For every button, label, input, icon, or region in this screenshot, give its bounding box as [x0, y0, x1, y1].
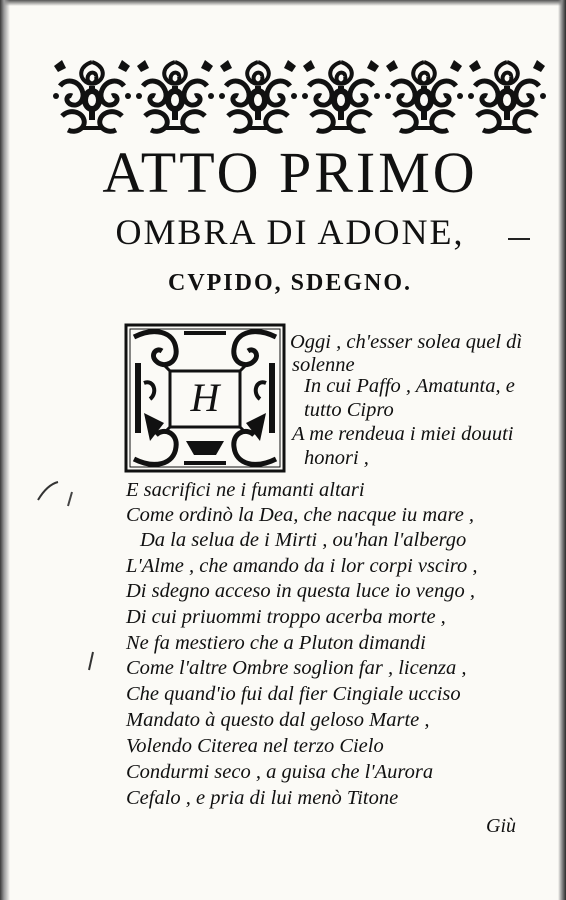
- verse-line: solenne: [292, 354, 355, 376]
- verse-line: Volendo Citerea nel terzo Cielo: [126, 735, 384, 757]
- catchword: Giù: [486, 815, 516, 837]
- verse-line: Di sdegno acceso in questa luce io vengo ,: [126, 580, 475, 602]
- verse-line: Condurmi seco , a guisa che l'Aurora: [126, 761, 434, 783]
- verse-line: A me rendeua i miei douuti: [292, 423, 514, 445]
- act-title: ATTO PRIMO: [102, 140, 478, 205]
- verse-line: Che quand'io fui dal fier Cingiale ucciso: [126, 683, 461, 705]
- verse-line: L'Alme , che amando da i lor corpi vsciro ,: [126, 555, 478, 577]
- verse-line: Come ordinò la Dea, che nacque iu mare ,: [126, 504, 475, 526]
- verse-line: In cui Paffo , Amatunta, e: [304, 375, 515, 397]
- page-edge-shadow: [0, 0, 10, 900]
- scene-heading: OMBRA DI ADONE,: [115, 212, 465, 252]
- rule-mark: [508, 238, 530, 240]
- page-edge-shadow: [558, 0, 566, 900]
- verse-line: Da la selua de i Mirti , ou'han l'albergo: [140, 529, 467, 551]
- verse-line: Oggi , ch'esser solea quel dì: [290, 331, 523, 353]
- verse-line: tutto Cipro: [304, 399, 394, 421]
- verse-line: Ne fa mestiero che a Pluton dimandi: [126, 632, 426, 654]
- ink-blemish: [34, 470, 84, 510]
- verse-line: E sacrifici ne i fumanti altari: [126, 479, 365, 501]
- characters-list: CVPIDO, SDEGNO.: [167, 270, 413, 296]
- verse-line: Come l'altre Ombre soglion far , licenza ,: [126, 657, 467, 679]
- verse-line: honori ,: [304, 447, 369, 469]
- verse-line: Mandato à questo dal geloso Marte ,: [126, 709, 430, 731]
- verse-line: Cefalo , e pria di lui menò Titone: [126, 787, 399, 809]
- drop-cap-letter: H: [190, 375, 220, 420]
- headpiece-ornament: [52, 56, 546, 136]
- verse-line: Di cui priuommi troppo acerba morte ,: [126, 606, 446, 628]
- ink-blemish: [84, 650, 98, 674]
